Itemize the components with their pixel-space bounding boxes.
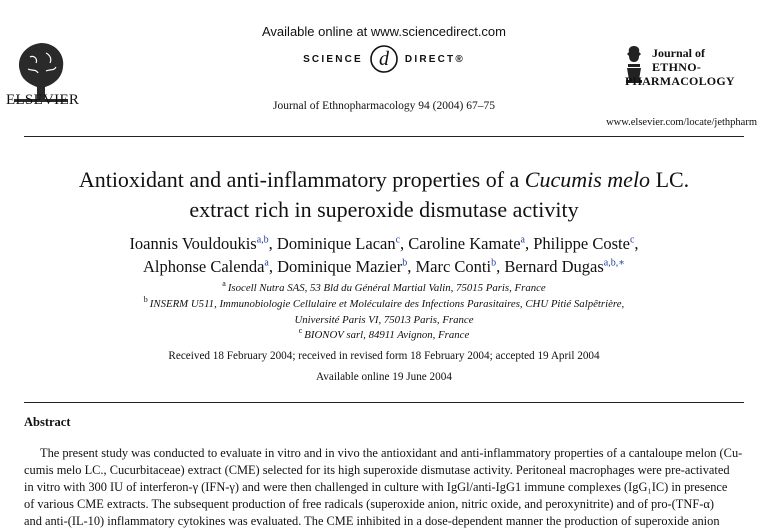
abstract-divider — [24, 402, 744, 403]
available-online-date: Available online 19 June 2004 — [316, 371, 452, 383]
author-name[interactable]: Ioannis Vouldoukis — [129, 234, 257, 253]
sciencedirect-d-icon — [369, 44, 399, 74]
author-affiliation-mark[interactable]: c — [395, 234, 401, 246]
author-affiliation-mark[interactable]: a — [520, 234, 525, 246]
journal-citation: Journal of Ethnopharmacology 94 (2004) 67–75 — [273, 100, 495, 112]
author-name[interactable]: Philippe Coste — [533, 234, 630, 253]
author-affiliation-mark[interactable]: a — [264, 257, 269, 269]
author-affiliation-mark[interactable]: a,b — [256, 234, 269, 246]
author-name[interactable]: Bernard Dugas — [504, 257, 604, 276]
author-affiliation-mark[interactable]: b — [491, 257, 497, 269]
author-list-line2: Alphonse Calenda$^a$, Dominique Mazier$^b$, Marc Conti$^b$, Bernard Dugas$^{a,b,∗}$ — [142, 257, 626, 276]
header-divider — [24, 136, 744, 137]
abstract-line: of various CME extracts. The subsequent production of free radicals (superoxide anion, nitric oxide, and peroxynitrite) and of pro-(TNF-α) — [24, 497, 714, 511]
title-text-post: LC. — [650, 167, 690, 192]
author-name[interactable]: Dominique Lacan — [276, 234, 396, 253]
elsevier-wordmark: ELSEVIER — [6, 92, 80, 108]
journal-url-link[interactable]: www.elsevier.com/locate/jethpharm — [606, 117, 757, 128]
author-name[interactable]: Caroline Kamate — [408, 234, 521, 253]
sciencedirect-right-text: DIRECT® — [404, 53, 465, 65]
affiliation-b — [0, 295, 768, 310]
received-dates: Received 18 February 2004; received in revised form 18 February 2004; accepted 19 April 2004 — [168, 350, 600, 362]
author-name[interactable]: Alphonse Calenda — [142, 257, 265, 276]
article-title-line1 — [0, 167, 768, 193]
affiliation-b-continued: Université Paris VI, 75013 Paris, France — [294, 314, 474, 326]
abstract-line: cumis melo LC., Cucurbitaceae) extract (CME) selected for its high superoxide dismutase activity. Peritoneal macrophages were pre-activated — [24, 463, 730, 477]
journal-logo-line2: ETHNO- — [652, 60, 702, 74]
affiliation-a — [0, 279, 768, 294]
title-text-pre: Antioxidant and anti-inflammatory properties of a — [78, 167, 525, 192]
title-text-italic: Cucumis melo — [524, 167, 651, 192]
affiliation-a-text: Isocell Nutra SAS, 53 Bld du Général Martial Valin, 75015 Paris, France — [227, 282, 546, 294]
sciencedirect-left-text: SCIENCE — [303, 53, 363, 65]
affiliation-c-text: BIONOV sarl, 84911 Avignon, France — [304, 329, 470, 341]
affiliation-b-text: INSERM U511, Immunobiologie Cellulaire et Moléculaire des Infections Parasitaires, CHU Pitié Salpêtrière, — [149, 298, 625, 310]
abstract-line: and anti-(IL-10) inflammatory cytokines was evaluated. The CME inhibited in a dose-dependent manner the production of superoxide anion — [24, 514, 720, 528]
abstract-line: in vitro with 300 IU of interferon-γ (IFN-γ) and were then challenged in culture with IgGl/anti-IgG1 immune complexes (IgG₁IC) in presence — [24, 480, 728, 494]
svg-text:d: d — [378, 48, 389, 70]
author-affiliation-mark[interactable]: a,b,∗ — [603, 257, 626, 269]
abstract-heading: Abstract — [24, 415, 71, 429]
article-title-line2: extract rich in superoxide dismutase activity — [189, 197, 579, 222]
author-affiliation-mark[interactable]: c — [629, 234, 635, 246]
affiliation-c — [0, 326, 768, 341]
available-online-notice: Available online at www.sciencedirect.com — [262, 24, 506, 39]
author-list-line1: Ioannis Vouldoukis$^{a,b}$, Dominique Lacan$^c$, Caroline Kamate$^a$, Philippe Coste$^c$, — [129, 234, 639, 253]
affiliation-letter: c — [298, 326, 303, 336]
journal-logo-line3: PHARMACOLOGY — [625, 74, 735, 88]
author-name[interactable]: Marc Conti — [415, 257, 492, 276]
journal-logo-line1: Journal of — [652, 46, 706, 60]
author-name[interactable]: Dominique Mazier — [277, 257, 403, 276]
abstract-line: The present study was conducted to evaluate in vitro and in vivo the antioxidant and anti-inflammatory properties of a cantaloupe melon (Cu- — [40, 446, 743, 460]
author-affiliation-mark[interactable]: b — [402, 257, 408, 269]
affiliation-letter: b — [143, 295, 148, 305]
affiliation-letter: a — [222, 279, 226, 289]
